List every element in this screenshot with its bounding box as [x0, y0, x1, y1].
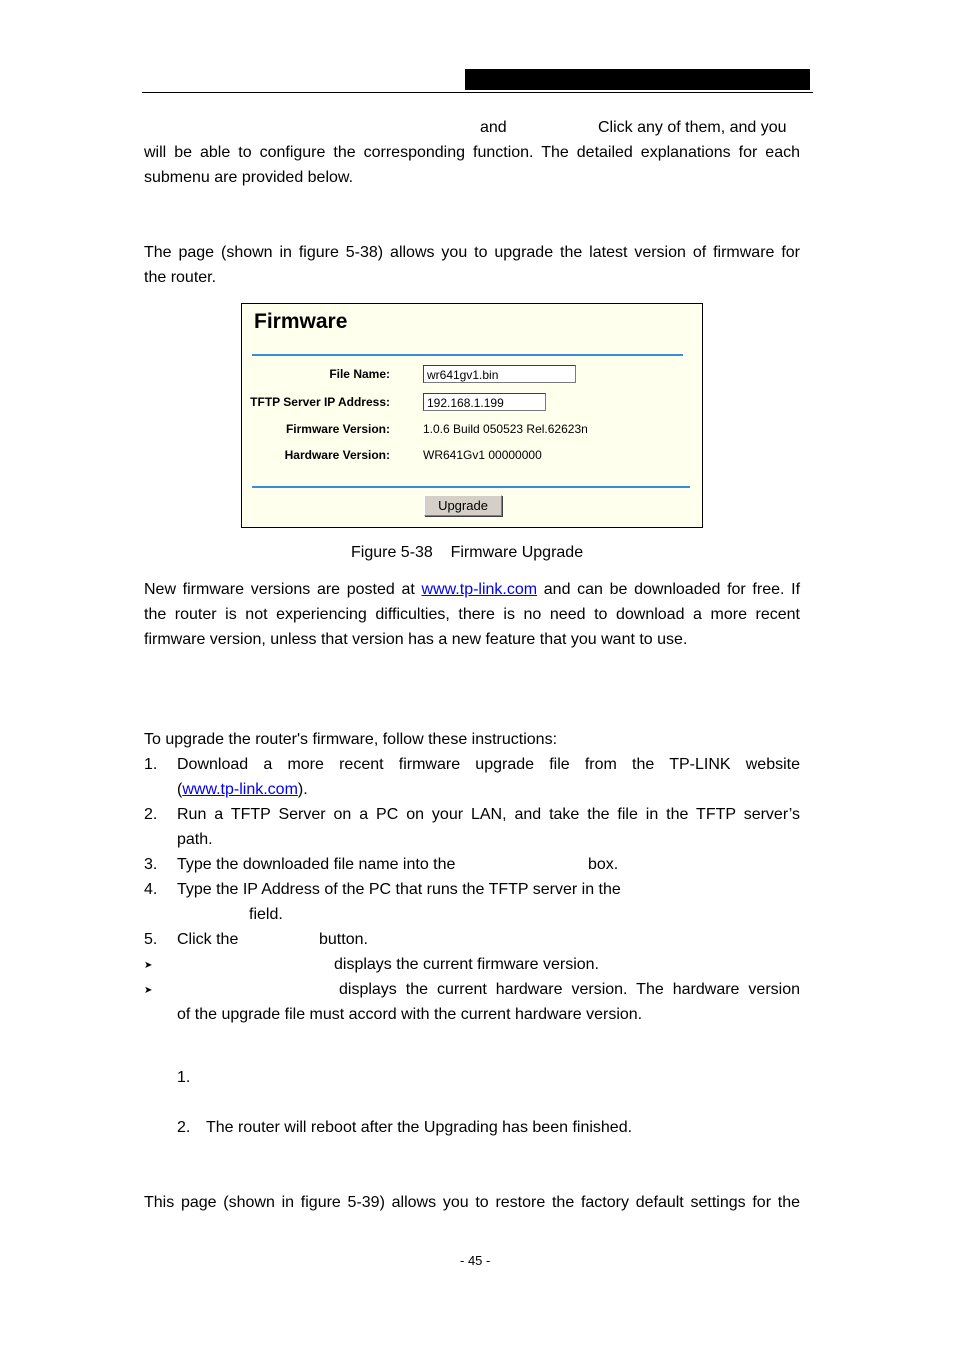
panel-bottom-rule [252, 486, 690, 488]
firmware-panel [241, 303, 703, 528]
figure-caption: Figure 5-38 Firmware Upgrade [351, 544, 584, 561]
panel-title: Firmware [254, 310, 348, 333]
arrow-bullet-icon: ➤ [144, 960, 153, 971]
step1-paren-close: ). [297, 781, 308, 798]
intro-line1: Click any of them, and you [598, 119, 787, 136]
header-rule [142, 92, 813, 93]
section1-line2: the router. [144, 269, 217, 286]
section3-line1: This page (shown in figure 5-39) allows you to restore the factory default settings for the [144, 1194, 800, 1211]
step5-number: 5. [144, 931, 158, 948]
tftp-server-label: TFTP Server IP Address: [250, 395, 390, 409]
firmware-version-label: Firmware Version: [285, 422, 390, 436]
upgrade-button[interactable]: Upgrade [424, 495, 502, 516]
step3-number: 3. [144, 856, 158, 873]
tp-link-url[interactable]: www.tp-link.com [421, 581, 538, 598]
hardware-version-value: WR641Gv1 00000000 [423, 448, 542, 462]
step4-line2: field. [249, 906, 283, 923]
tp-link-url-2[interactable]: www.tp-link.com [182, 781, 298, 798]
step1-line2 [177, 780, 308, 800]
arrow-bullet-icon: ➤ [144, 985, 153, 996]
bullet1-text: displays the current firmware version. [334, 956, 599, 973]
intro-line3: submenu are provided below. [144, 169, 354, 186]
step2-line2: path. [177, 831, 213, 848]
para2-text-post: and can be downloaded for free. If [543, 581, 801, 598]
section1-line1: The page (shown in figure 5-38) allows you to upgrade the latest version of firmware for [144, 244, 800, 261]
step5-line1b: button. [319, 931, 368, 948]
step3-line1: Type the downloaded file name into the [177, 856, 456, 873]
para2-line1 [144, 580, 800, 600]
panel-top-rule [252, 354, 683, 356]
bullet2-line1: displays the current hardware version. The hardware version [339, 981, 800, 998]
para2-line2: the router is not experiencing difficulties, there is no need to download a more recent [144, 606, 800, 623]
intro-line2: will be able to configure the corresponding function. The detailed explanations for each [144, 144, 800, 161]
firmware-version-value: 1.0.6 Build 050523 Rel.62623n [423, 422, 588, 436]
step1-number: 1. [144, 756, 158, 773]
header-bar [465, 69, 810, 90]
tftp-server-input[interactable]: 192.168.1.199 [423, 393, 546, 411]
hardware-version-label: Hardware Version: [284, 448, 390, 462]
step2-line1: Run a TFTP Server on a PC on your LAN, and take the file in the TFTP server’s [177, 806, 800, 823]
step1-line1: Download a more recent firmware upgrade file from the TP-LINK website [177, 756, 800, 773]
file-name-input[interactable]: wr641gv1.bin [423, 365, 576, 383]
step5-line1: Click the [177, 931, 239, 948]
intro-and: and [480, 119, 507, 136]
bullet2-line2: of the upgrade file must accord with the current hardware version. [177, 1006, 643, 1023]
step3-box: box. [588, 856, 619, 873]
note1-number: 1. [177, 1069, 191, 1086]
para2-text-pre: New firmware versions are posted at [144, 581, 415, 598]
step2-number: 2. [144, 806, 158, 823]
step4-number: 4. [144, 881, 158, 898]
step4-line1: Type the IP Address of the PC that runs the TFTP server in the [177, 881, 621, 898]
para2-line3: firmware version, unless that version has a new feature that you want to use. [144, 631, 688, 648]
note2-text: The router will reboot after the Upgrading has been finished. [206, 1119, 633, 1136]
note2-number: 2. [177, 1119, 191, 1136]
step1-paren-open: ( [177, 781, 183, 798]
file-name-label: File Name: [329, 367, 390, 381]
steps-intro: To upgrade the router's firmware, follow these instructions: [144, 731, 558, 748]
page-number: - 45 - [460, 1253, 491, 1268]
